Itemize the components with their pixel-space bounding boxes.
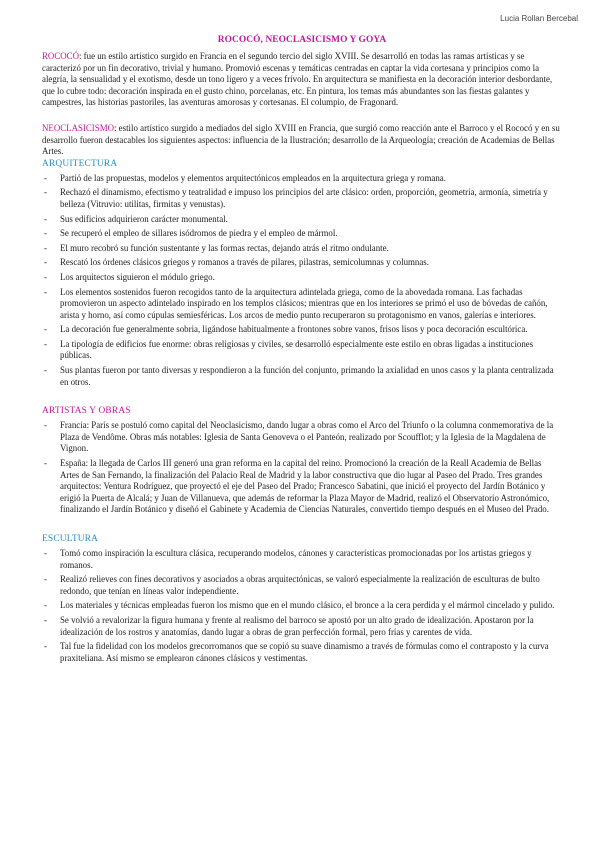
list-item: - El muro recobró su función sustentante y las formas rectas, dejando atrás el ritmo ondulante. <box>44 242 389 253</box>
arquitectura-list <box>42 173 562 389</box>
page-title: ROCOCÓ, NEOCLASICISMO Y GOYA <box>217 35 387 45</box>
artistas-list <box>42 420 562 516</box>
list-item: - Francia: París se postuló como capital del Neoclasicismo, dando lugar a obras como el Arco del Triunfo o la columna conmemorativa de la Plaza de Vendôme. Obras más notables: Iglesia de Santa Genoveva o el Panteón, realizado por Scoufflot; y la Iglesia de la Magdalena de Vignon. <box>44 420 554 454</box>
list-item: - Se volvió a revalorizar la figura humana y frente al realismo del barroco se apostó por un alto grado de idealización. Apostaron por la idealización de los rostros y anatomías, dando lugar a obras de gran perfección formal, pero frías y carentes de vida. <box>44 614 534 637</box>
artistas-heading: ARTISTAS Y OBRAS <box>42 406 131 417</box>
list-item: - Tomó como inspiración la escultura clásica, recuperando modelos, cánones y características promocionadas por los artistas griegos y romanos. <box>44 548 532 570</box>
arquitectura-heading: ARQUITECTURA <box>42 158 118 169</box>
neoclasicismo-term: NEOCLASICISMO <box>42 122 114 133</box>
list-item: - Sus edificios adquirieron carácter monumental. <box>44 213 228 224</box>
author-name: Lucia Rollan Bercebal <box>500 14 578 23</box>
rococo-term: ROCOCÓ <box>42 51 79 61</box>
list-item: - Se recuperó el empleo de sillares isódromos de piedra y el empleo de mármol. <box>44 228 338 239</box>
rococo-paragraph <box>42 51 562 109</box>
neoclasicismo-text: : estilo artístico surgido a mediados del siglo XVIII en Francia, que surgió como reacción ante el Barroco y el Rococó y en su desarrollo fueron destacables los siguientes aspectos: influencia de la Ilustración; desarrollo de la Arqueología; creación de Academias de Bellas Artes. <box>42 122 560 157</box>
list-item: - La decoración fue generalmente sobria, ligándose habitualmente a frontones sobre vanos, frisos lisos y poca decoración escultórica. <box>44 324 528 335</box>
escultura-list <box>42 548 562 664</box>
list-item: - Sus plantas fueron por tanto diversas y respondieron a la función del conjunto, primando la axialidad en unos casos y la planta centralizada en otros. <box>44 365 554 387</box>
list-item: - España: la llegada de Carlos III generó una gran reforma en la capital del reino. Promocionó la creación de la Reall Academia de Bellas Artes de San Fernando, la finalización del Palacio Real de Madrid y la labor constructiva que dio lugar al Paseo del Prado. Tres grandes arquitectos: Ventura Rodríguez, que proyectó el eje del Paseo del Prado; Francesco Sabatini, que inició el proyecto del Jardín Botánico y erigió la Puerta de Alcalá; y Juan de Villanueva, que además de reformar la Plaza Mayor de Madrid, realizó el Observatorio Astronómico, finalizando el Jardín Botánico y diseñó el Gabinete y Academia de Ciencias Naturales, convertido tiempo después en el Museo del Prado. <box>44 458 550 515</box>
list-item: - Rescató los órdenes clásicos griegos y romanos a través de pilares, pilastras, semicolumnas y columnas. <box>44 257 429 268</box>
list-item: - Realizó relieves con fines decorativos y asociados a obras arquitectónicas, se valoró especialmente la realización de esculturas de bulto redondo, que tenían en líneas valor independiente. <box>44 574 540 596</box>
rococo-text: : fue un estilo artístico surgido en Francia en el segundo tercio del siglo XVIII. Se desarrolló en todas las ramas artísticas y se caracterizó por un fin decorativo, trivial y humano. Promovió escenas y temáticas centradas en captar la vida cortesana y principios como la alegría, la sensualidad y el exotismo, desde un tono ligero y a veces frívolo. En arquitectura se manifiesta en la decoración interior desbordante, que lo cubre todo: decoración inspirada en el gusto chino, porcelanas, etc. En pintura, los temas más abundantes son las fiestas galantes y campestres, las historias pastoriles, las aventuras amorosas y cortesanas. El columpio, de Fragonard. <box>42 51 553 108</box>
list-item: - Los elementos sostenidos fueron recogidos tanto de la arquitectura adintelada griega, como de la abovedada romana. Las fachadas promovieron un aspecto adintelado inspirado en los templos clásicos; mientras que en los interiores se primó el uso de bóvedas de cañón, arista y horno, así como cúpulas semiesféricas. Los arcos de medio punto recuperaron su protagonismo en vanos, galerías e interiores. <box>44 286 548 320</box>
document-body <box>42 35 562 667</box>
list-item: - Tal fue la fidelidad con los modelos grecorromanos que se copió su suave dinamismo a través de fórmulas como el contraposto y la curva praxiteliana. Así mismo se emplearon cánones clásicos y vestimentas. <box>44 641 549 663</box>
list-item: - La tipología de edificios fue enorme: obras religiosas y civiles, se desarrolló especialmente este estilo en obras ligadas a instituciones públicas. <box>44 338 534 361</box>
neoclasicismo-paragraph <box>42 123 562 158</box>
escultura-heading: ESCULTURA <box>42 534 99 544</box>
list-item: - Los materiales y técnicas empleadas fueron los mismo que en el mundo clásico, el bronce a la cera perdida y el mármol cincelado y pulido. <box>44 600 555 611</box>
list-item: - Rechazó el dinamismo, efectismo y teatralidad e impuso los principios del arte clásico: orden, proporción, geometría, armonía, simetría y belleza (Vitruvio: utilitas, firmitas y venustas). <box>44 187 548 209</box>
list-item: - Partió de las propuestas, modelos y elementos arquitectónicos empleados en la arquitectura griega y romana. <box>44 172 446 183</box>
list-item: - Los arquitectos siguieron el módulo griego. <box>44 271 215 282</box>
